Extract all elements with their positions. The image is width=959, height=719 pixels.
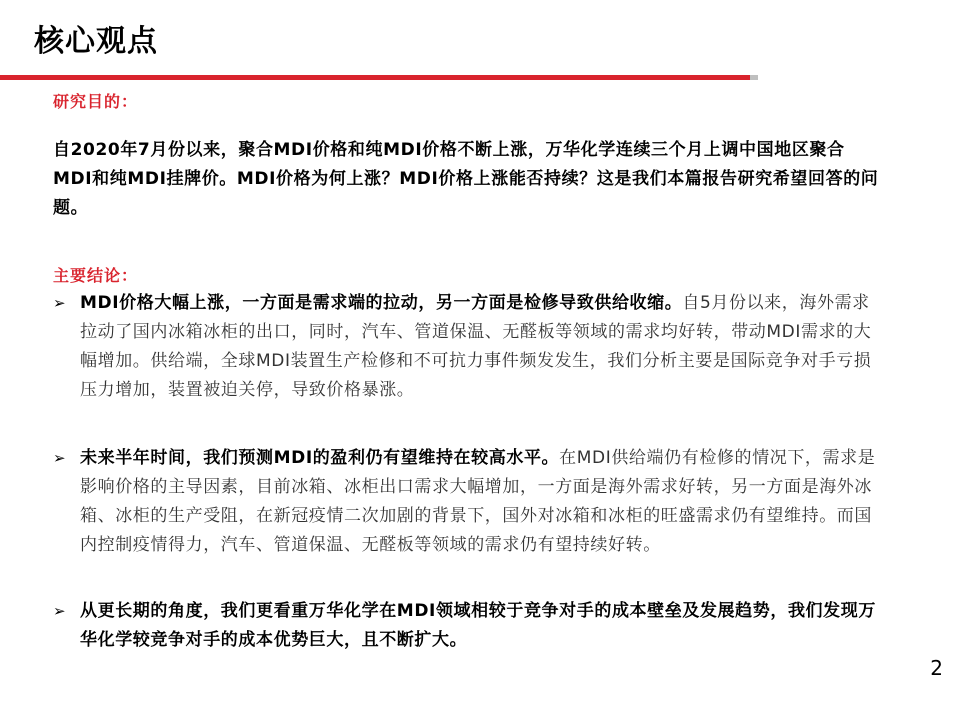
conclusion-bullet-1 bbox=[53, 289, 883, 405]
bullet-arrow-icon: ➢ bbox=[53, 449, 67, 467]
page-number: 2 bbox=[930, 656, 943, 680]
bullet-detail: 在MDI供给端仍有检修的情况下，需求是影响价格的主导因素，目前冰箱、冰柜出口需求大幅增加，一方面是海外需求好转，另一方面是海外冰箱、冰柜的生产受阻，在新冠疫情二次加剧的背景下，国外对冰箱和冰柜的旺盛需求仍有望维持。而国内控制疫情得力，汽车、管道保温、无醛板等领域的需求仍有望持续好转。 bbox=[80, 448, 876, 555]
title-divider bbox=[0, 75, 750, 80]
bullet-detail: 自5月份以来，海外需求拉动了国内冰箱冰柜的出口，同时，汽车、管道保温、无醛板等领域的需求均好转，带动MDI需求的大幅增加。供给端，全球MDI装置生产检修和不可抗力事件频发发生，我们分析主要是国际竞争对手亏损压力增加，装置被迫关停，导致价格暴涨。 bbox=[80, 293, 872, 400]
bullet-lead: 从更长期的角度，我们更看重万华化学在MDI领域相较于竞争对手的成本壁垒及发展趋势，我们发现万华化学较竞争对手的成本优势巨大，且不断扩大。 bbox=[80, 601, 876, 650]
title-divider-end bbox=[750, 75, 758, 80]
bullet-text bbox=[80, 597, 883, 655]
bullet-text bbox=[80, 444, 883, 560]
bullet-arrow-icon: ➢ bbox=[53, 602, 67, 620]
purpose-heading: 研究目的： bbox=[53, 92, 139, 111]
bullet-text bbox=[80, 289, 883, 405]
conclusion-heading: 主要结论： bbox=[53, 266, 139, 285]
conclusion-bullet-2 bbox=[53, 444, 883, 560]
conclusion-bullet-3 bbox=[53, 597, 883, 655]
page-title: 核心观点 bbox=[34, 24, 158, 59]
bullet-lead: 未来半年时间，我们预测MDI的盈利仍有望维持在较高水平。 bbox=[80, 448, 560, 468]
purpose-paragraph: 自2020年7月份以来，聚合MDI价格和纯MDI价格不断上涨，万华化学连续三个月上调中国地区聚合MDI和纯MDI挂牌价。MDI价格为何上涨？MDI价格上涨能否持续？这是我们本篇报告研究希望回答的问题。 bbox=[53, 140, 879, 218]
bullet-lead: MDI价格大幅上涨，一方面是需求端的拉动，另一方面是检修导致供给收缩。 bbox=[80, 293, 683, 313]
bullet-arrow-icon: ➢ bbox=[53, 294, 67, 312]
